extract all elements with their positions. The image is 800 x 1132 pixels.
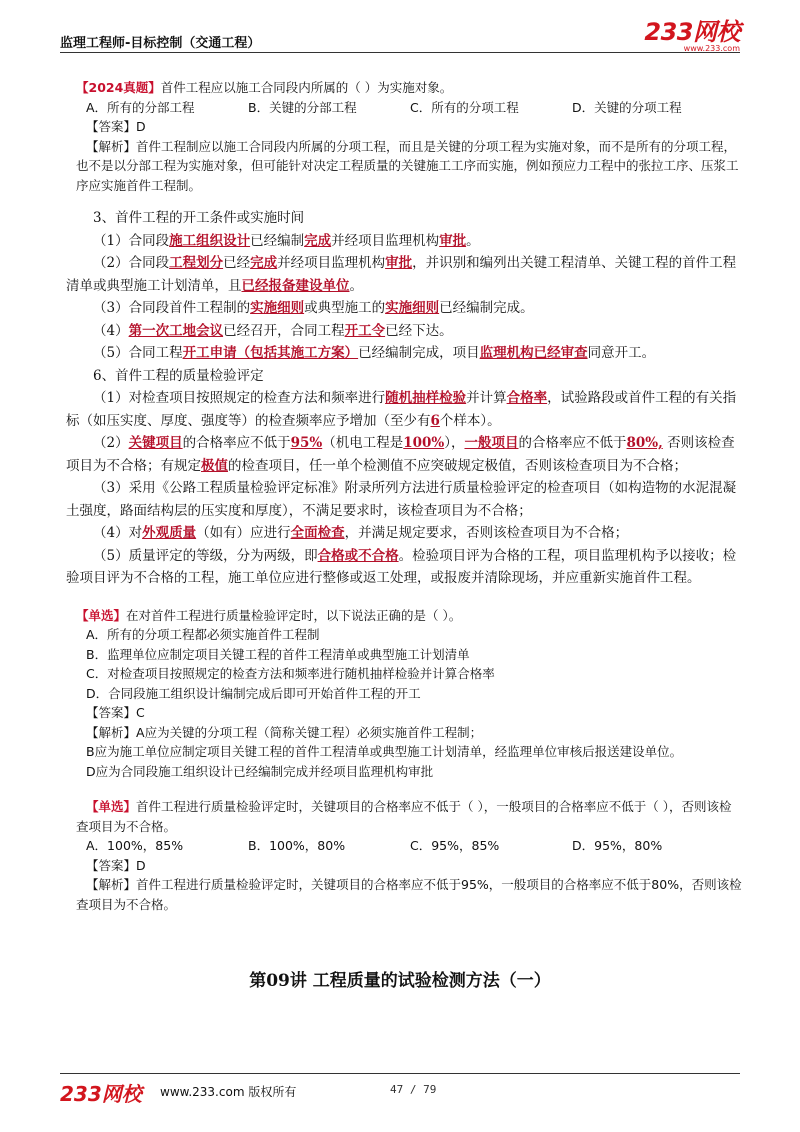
option-a: A．所有的分项工程都必须实施首件工程制 — [86, 627, 320, 642]
question-2024 — [76, 78, 742, 195]
analysis-text: D应为合同段施工组织设计已经编制完成并经项目监理机构审批 — [86, 763, 434, 779]
option-c: C．95%，85% — [410, 838, 500, 853]
answer-value: D — [136, 119, 146, 134]
evaluation-4: （4）对外观质量（如有）应进行全面检查，并满足规定要求，否则该检查项目为不合格； — [93, 525, 629, 541]
answer-line: 【答案】D — [86, 857, 146, 873]
page-content — [66, 78, 742, 914]
condition-2: （2）合同段工程划分已经完成并经项目监理机构审批，并识别和编列出关键工程清单、关键工程的首件工程清单或典型施工计划清单，且已经报备建设单位。 — [66, 255, 737, 294]
answer-line: 【答案】D — [86, 119, 146, 134]
analysis-text: 【解析】首件工程制应以施工合同段内所属的分项工程，而且是关键的分项工程为实施对象，而不是所有的分项工程，也不是以分部工程为实施对象，但可能针对决定工程质量的关键施工工序而实施，例如预应力工程中的张拉工序、压浆工序应实施首件工程制。 — [76, 138, 739, 193]
option-c: C．所有的分项工程 — [410, 99, 519, 115]
footer-copyright: www.233.com 版权所有 — [160, 1085, 297, 1099]
analysis-text: B应为施工单位应制定项目关键工程的首件工程清单或典型施工计划清单，经监理单位审核后报送建设单位。 — [86, 744, 683, 759]
section-heading: 3、首件工程的开工条件或实施时间 — [93, 210, 305, 226]
evaluation-3: （3）采用《公路工程质量检验评定标准》附录所列方法进行质量检验评定的检查项目（如构造物的水泥混凝土强度，路面结构层的压实度和厚度），不满足要求时，该检查项目为不合格； — [66, 480, 737, 519]
question-tag: 【单选】 — [76, 607, 127, 623]
page-header — [60, 18, 740, 53]
analysis-text: 【解析】首件工程进行质量检验评定时，关键项目的合格率应不低于95%，一般项目的合格率应不低于80%，否则该检查项目为不合格。 — [76, 877, 742, 912]
section-heading: 6、首件工程的质量检验评定 — [93, 367, 264, 384]
option-a: A．100%，85% — [86, 838, 184, 853]
option-b: B．关键的分部工程 — [248, 99, 357, 115]
logo-url: www.233.com — [683, 44, 740, 53]
answer-value: D — [136, 857, 146, 873]
evaluation-5: （5）质量评定的等级，分为两级，即合格或不合格。检验项目评为合格的工程，项目监理机构予以接收；检验项目评为不合格的工程，施工单位应进行整修或返工处理，或报废并清除现场，并应重新实施首件工程。 — [66, 547, 737, 586]
question-tag: 【2024真题】 — [76, 80, 161, 95]
question-single-2 — [76, 797, 742, 914]
question-stem: 【单选】在对首件工程进行质量检验评定时，以下说法正确的是（ ）。 — [76, 607, 462, 623]
question-tag: 【单选】 — [86, 799, 137, 814]
page-footer — [60, 1078, 740, 1106]
answer-line: 【答案】C — [86, 705, 145, 720]
question-stem: 【2024真题】首件工程应以施工合同段内所属的（ ）为实施对象。 — [76, 80, 453, 95]
condition-5: （5）合同工程开工申请（包括其施工方案）已经编制完成，项目监理机构已经审查同意开工。 — [93, 345, 656, 361]
evaluation-2: （2）关键项目的合格率应不低于95%（机电工程是100%），一般项目的合格率应不低于80%, 否则该检查项目为不合格；有规定极值的检查项目，任一单个检测值不应突破规定极值，否则该检查项目为不合格； — [66, 435, 735, 474]
option-d: D．关键的分项工程 — [572, 99, 682, 115]
evaluation-1: （1）对检查项目按照规定的检查方法和频率进行随机抽样检验并计算合格率，试验路段或首件工程的有关指标（如压实度、厚度、强度等）的检查频率应予增加（至少有6个样本）。 — [66, 390, 737, 429]
brand-logo — [644, 20, 740, 53]
analysis-text: 【解析】A应为关键的分项工程（简称关键工程）必须实施首件工程制； — [86, 724, 483, 740]
header-title: 监理工程师-目标控制（交通工程） — [60, 36, 261, 51]
page-number: 47 / 79 — [390, 1083, 437, 1096]
logo-text: 233网校 — [644, 18, 740, 46]
footer-logo: 233网校 — [60, 1082, 142, 1106]
option-a: A．所有的分部工程 — [86, 99, 195, 115]
lecture-title: 第09讲 工程质量的试验检测方法（一） — [249, 971, 551, 991]
question-options — [76, 98, 742, 118]
answer-value: C — [136, 705, 145, 720]
option-c: C．对检查项目按照规定的检查方法和频率进行随机抽样检验并计算合格率 — [86, 666, 495, 681]
option-d: D．95%，80% — [572, 838, 663, 853]
footer-divider — [60, 1073, 740, 1074]
option-b: B．100%，80% — [248, 838, 346, 853]
option-d: D．合同段施工组织设计编制完成后即可开始首件工程的开工 — [86, 685, 421, 701]
condition-1: （1）合同段施工组织设计已经编制完成并经项目监理机构审批。 — [93, 232, 480, 249]
header-divider — [60, 52, 740, 53]
question-single-1 — [76, 606, 742, 782]
question-stem: 【单选】首件工程进行质量检验评定时，关键项目的合格率应不低于（ ），一般项目的合格率应不低于（ ），否则该检查项目为不合格。 — [76, 799, 732, 834]
question-options — [76, 836, 742, 856]
option-b: B．监理单位应制定项目关键工程的首件工程清单或典型施工计划清单 — [86, 646, 470, 662]
condition-4: （4）第一次工地会议已经召开，合同工程开工令已经下达。 — [93, 322, 453, 339]
section-start-conditions — [66, 207, 742, 590]
condition-3: （3）合同段首件工程制的实施细则或典型施工的实施细则已经编制完成。 — [93, 300, 534, 316]
